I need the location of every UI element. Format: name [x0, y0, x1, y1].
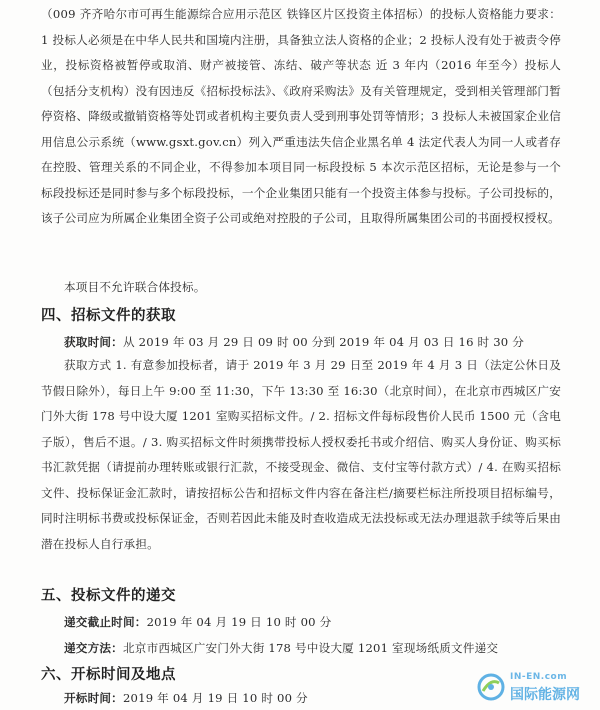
acquire-time-value: 从 2019 年 03 月 29 日 09 时 00 分到 2019 年 04 月 03 日 16 时 30 分 — [122, 335, 525, 349]
section5-heading: 五、投标文件的递交 — [41, 588, 176, 604]
submit-method-value: 北京市西城区广安门外大街 178 号中设大厦 1201 室现场纸质文件递交 — [122, 641, 499, 655]
qualification-paragraph: （009 齐齐哈尔市可再生能源综合应用示范区 铁锋区片区投资主体招标）的投标人资格能力要求：1 投标人必须是在中华人民共和国境内注册，具备独立法人资格的企业；2 投标人没有处于被责令停业，投标资格被暂停或取消、财产被接管、冻结、破产等状态 近 3 年内（2016 年至今）投标人（包括分支机构）没有因违反《招标投标法》、《政府采购法》及有关管理规定，受到相关管理部门暂停资格、降级或撤销资格等处罚或者机构主要负责人受到刑事处罚等情形；3 投标人未被国家企业信用信息公示系统（www.gsxt.gov.cn）列入严重违法失信企业黑名单 4 法定代表人为同一人或者存在控股、管理关系的不同企业，不得参加本项目同一标段投标 5 本次示范区招标，无论是参与一个标段投标还是同时参与多个标段投标，一个企业集团只能有一个投资主体参与投标。子公司投标的，该子公司应为所属企业集团全资子公司或绝对控股的子公司，且取得所属集团公司的书面授权授权。 — [41, 7, 561, 225]
submit-method-line — [64, 640, 564, 656]
in-en-watermark — [476, 670, 594, 704]
deadline-label: 递交截止时间： — [64, 615, 147, 629]
consortium-note: 本项目不允许联合体投标。 — [64, 280, 206, 294]
deadline-line — [64, 614, 564, 630]
watermark-url: IN-EN.com — [510, 672, 568, 682]
opening-time-value: 2019 年 04 月 19 日 10 时 00 分 — [122, 691, 308, 705]
submit-method-label: 递交方法： — [64, 641, 123, 655]
opening-time-label: 开标时间： — [64, 691, 123, 705]
acquire-time-line — [64, 334, 564, 350]
acquire-method-paragraph: 获取方式 1. 有意参加投标者，请于 2019 年 3 月 29 日至 2019 年 4 月 3 日（法定公休日及节假日除外），每日上午 9:00 至 11:30，下午 13:30 至 16:30（北京时间），在北京市西城区广安门外大街 178 号中设大厦 1201 室购买招标文件。/ 2. 招标文件每标段售价人民币 1500 元（含电子版），售后不退。/ 3. 购买招标文件时须携带投标人授权委托书或介绍信、购买人身份证、购买标书汇款凭据（请提前办理转账或银行汇款，不接受现金、微信、支付宝等付款方式）/ 4. 在购买招标文件、投标保证金汇款时，请按招标公告和招标文件内容在备注栏/摘要栏标注所投项目招标编号，同时注明标书费或投标保证金，否则若因此未能及时查收造成无法投标或无法办理退款手续等后果由潜在投标人自行承担。 — [41, 358, 561, 551]
section4-heading: 四、招标文件的获取 — [41, 308, 176, 324]
in-en-logo-icon — [476, 672, 506, 702]
watermark-name: 国际能源网 — [510, 687, 580, 703]
section6-heading: 六、开标时间及地点 — [41, 667, 176, 683]
acquire-time-label: 获取时间： — [64, 335, 123, 349]
deadline-value: 2019 年 04 月 19 日 10 时 00 分 — [146, 615, 332, 629]
